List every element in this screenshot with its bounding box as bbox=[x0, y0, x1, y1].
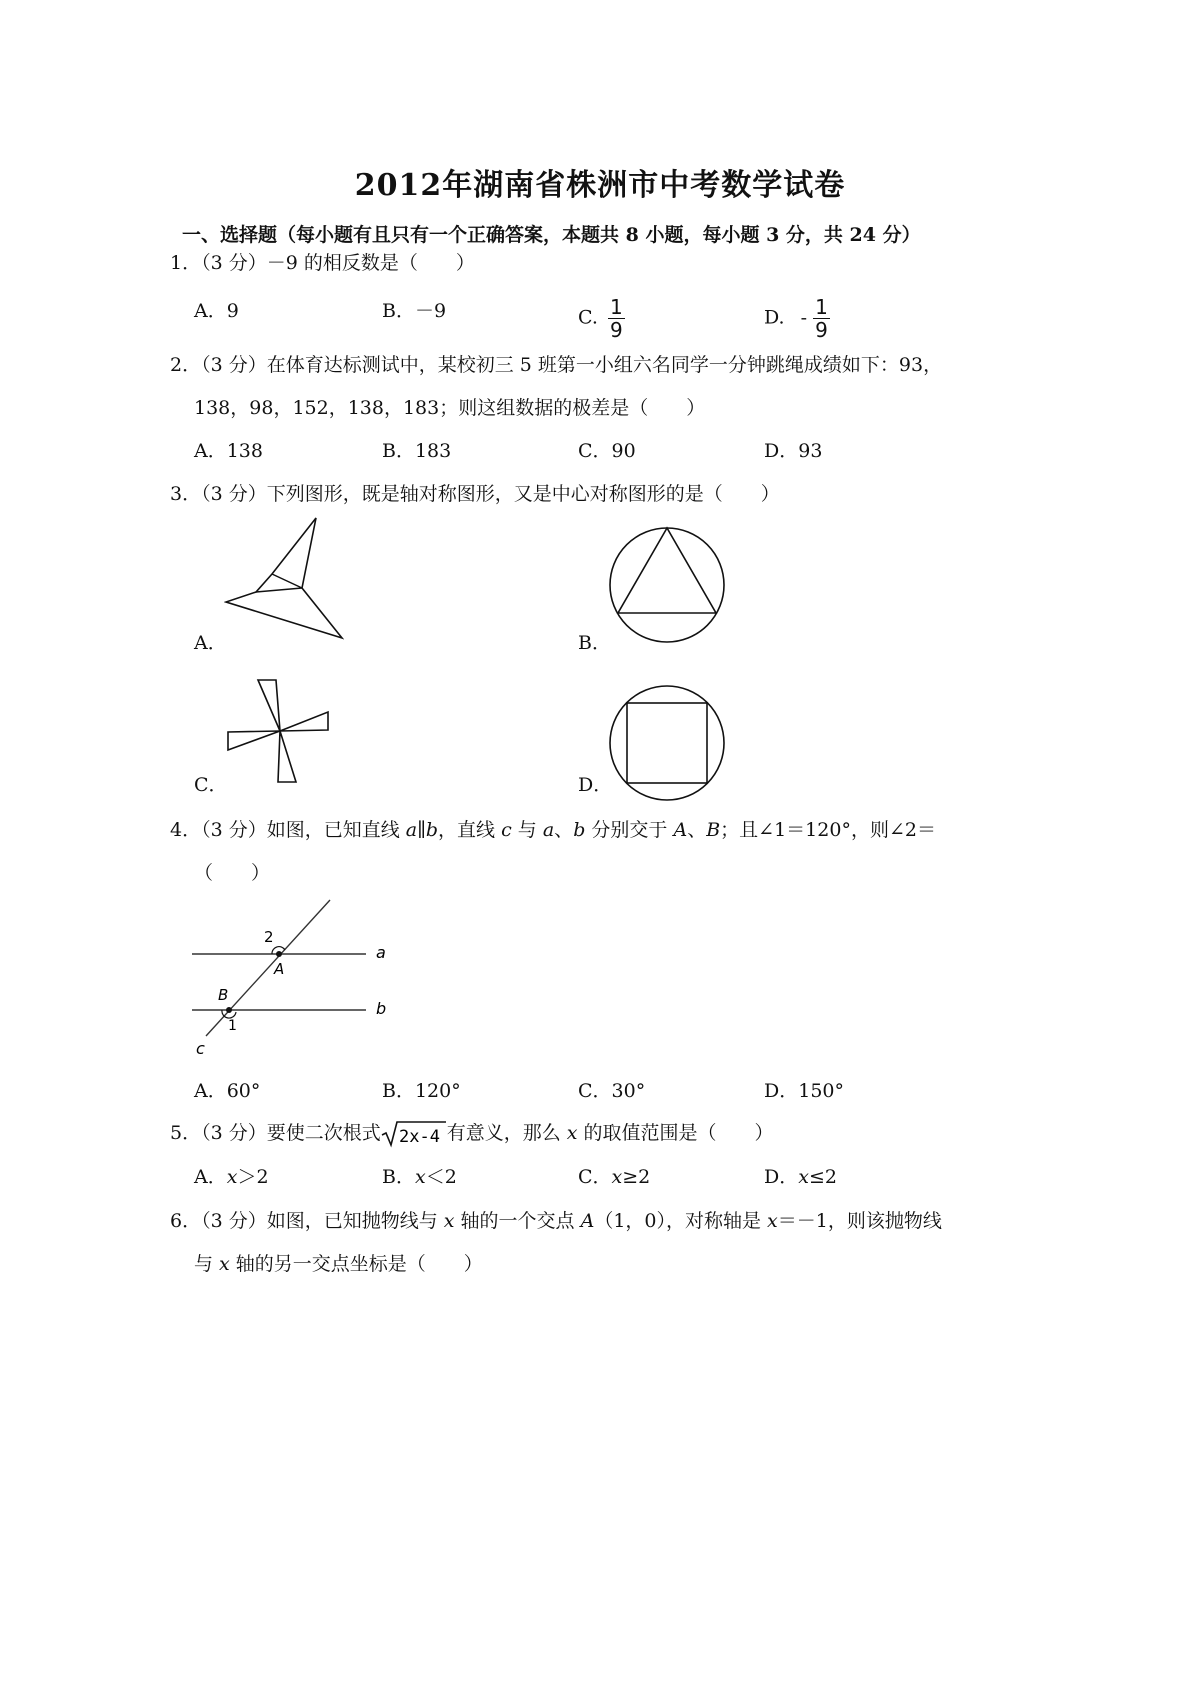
q4-option-c: C．30° bbox=[578, 1080, 646, 1102]
option-var: x bbox=[611, 1166, 623, 1188]
question-4-stem-line2: （ ） bbox=[194, 862, 271, 884]
q4-point-b: B bbox=[706, 819, 721, 841]
q6-var-x: x bbox=[443, 1210, 455, 1232]
q1-option-c bbox=[578, 296, 625, 341]
q5-option-a bbox=[194, 1162, 269, 1189]
q2-option-a: A．138 bbox=[194, 440, 263, 462]
page-title: 2012年湖南省株洲市中考数学试卷 bbox=[354, 168, 846, 203]
q3-option-b: B． bbox=[578, 632, 611, 654]
q1-option-b: B．－9 bbox=[382, 300, 447, 322]
q4-var-b: b bbox=[425, 819, 439, 841]
option-letter: C． bbox=[578, 1166, 612, 1188]
q1-option-c-letter: C. bbox=[578, 306, 598, 329]
q5-text: 的取值范围是（ ） bbox=[577, 1122, 774, 1144]
radical-sign-icon bbox=[381, 1120, 447, 1148]
q1-option-d-sign: - bbox=[800, 306, 808, 329]
fig-label-2: 2 bbox=[264, 928, 274, 946]
question-6-stem-line1 bbox=[170, 1206, 942, 1233]
q4-text: ，直线 bbox=[438, 819, 502, 841]
q3-option-d: D． bbox=[578, 774, 613, 796]
question-2-stem-line2: 138，98，152，138，183；则这组数据的极差是（ ） bbox=[194, 397, 706, 419]
figure-pinwheel bbox=[224, 678, 332, 784]
q6-var-x: x bbox=[767, 1210, 778, 1232]
q5-option-c bbox=[578, 1162, 650, 1189]
q6-var-x: x bbox=[219, 1253, 230, 1275]
fraction-numerator: 1 bbox=[609, 295, 623, 319]
fraction-numerator: 1 bbox=[815, 295, 828, 319]
q2-option-d: D．93 bbox=[764, 440, 823, 462]
option-var: x bbox=[798, 1166, 809, 1188]
fraction-denominator: 9 bbox=[609, 318, 623, 342]
fig-label-B: B bbox=[218, 986, 229, 1004]
q4-text: 与 bbox=[511, 819, 543, 841]
question-5-stem bbox=[170, 1118, 774, 1148]
fig-label-1: 1 bbox=[228, 1018, 237, 1034]
q5-text: 有意义，那么 bbox=[446, 1122, 567, 1144]
q5-option-d bbox=[764, 1162, 837, 1189]
section-heading: 一、选择题（每小题有且只有一个正确答案，本题共 8 小题，每小题 3 分，共 24 分） bbox=[182, 224, 921, 246]
fig-label-a: a bbox=[376, 943, 386, 962]
q6-text: 轴的另一交点坐标是（ ） bbox=[229, 1253, 483, 1275]
fraction-denominator: 9 bbox=[815, 318, 828, 342]
q4-point-a: A bbox=[673, 819, 688, 841]
q6-text: ＝－1，则该抛物线 bbox=[777, 1210, 942, 1232]
q1-option-d-fraction bbox=[813, 296, 830, 341]
fig-label-A: A bbox=[274, 960, 285, 978]
q6-point-a: A bbox=[580, 1210, 595, 1232]
question-3-stem: 3．（3 分）下列图形，既是轴对称图形，又是中心对称图形的是（ ） bbox=[170, 483, 780, 505]
fig-label-c: c bbox=[196, 1039, 205, 1058]
q1-option-d-letter: D. bbox=[764, 306, 785, 329]
q6-text: 6．（3 分）如图，已知抛物线与 bbox=[170, 1210, 444, 1232]
figure-square-in-circle bbox=[606, 682, 728, 804]
q4-text: ；且∠1＝120°，则∠2＝ bbox=[720, 819, 936, 841]
q4-parallel-sign: ∥ bbox=[417, 819, 426, 841]
q2-option-b: B．183 bbox=[382, 440, 452, 462]
q4-option-a: A．60° bbox=[194, 1080, 261, 1102]
figure-triangle-in-circle bbox=[606, 524, 728, 646]
q4-text: 、 bbox=[554, 819, 574, 841]
q4-option-b: B．120° bbox=[382, 1080, 461, 1102]
question-6-stem-line2 bbox=[194, 1249, 483, 1276]
q3-option-a: A． bbox=[194, 632, 227, 654]
figure-parallel-lines bbox=[188, 896, 400, 1060]
option-value: ≥2 bbox=[622, 1166, 651, 1188]
q6-text: 与 bbox=[194, 1253, 220, 1275]
option-letter: A． bbox=[194, 1166, 227, 1188]
q4-var-b: b bbox=[573, 819, 586, 841]
question-1-stem: 1．（3 分）－9 的相反数是（ ） bbox=[170, 252, 475, 274]
q1-option-a: A．9 bbox=[194, 300, 239, 322]
q4-text: 、 bbox=[687, 819, 707, 841]
q4-option-d: D．150° bbox=[764, 1080, 844, 1102]
q2-option-c: C．90 bbox=[578, 440, 636, 462]
q5-text: 5．（3 分）要使二次根式 bbox=[170, 1122, 381, 1144]
option-letter: B． bbox=[382, 1166, 415, 1188]
option-value: ＜2 bbox=[425, 1166, 457, 1188]
q4-var-a: a bbox=[405, 819, 418, 841]
q5-option-b bbox=[382, 1162, 457, 1189]
option-var: x bbox=[226, 1166, 238, 1188]
q1-option-c-fraction bbox=[608, 296, 625, 341]
q6-text: （1，0），对称轴是 bbox=[594, 1210, 768, 1232]
q6-text: 轴的一个交点 bbox=[454, 1210, 581, 1232]
question-2-stem-line1: 2．（3 分）在体育达标测试中，某校初三 5 班第一小组六名同学一分钟跳绳成绩如下：93， bbox=[170, 354, 943, 376]
question-4-stem-line1 bbox=[170, 815, 936, 842]
q5-radical bbox=[381, 1120, 447, 1148]
q4-text: 分别交于 bbox=[585, 819, 674, 841]
option-value: ＞2 bbox=[237, 1166, 269, 1188]
option-var: x bbox=[414, 1166, 426, 1188]
q5-radicand: 2x-4 bbox=[398, 1127, 440, 1147]
q4-var-c: c bbox=[501, 819, 512, 841]
option-value: ≤2 bbox=[808, 1166, 837, 1188]
option-letter: D． bbox=[764, 1166, 799, 1188]
q4-var-a: a bbox=[542, 819, 555, 841]
q3-option-c: C． bbox=[194, 774, 228, 796]
q1-option-d bbox=[764, 296, 830, 341]
q4-text: 4．（3 分）如图，已知直线 bbox=[170, 819, 406, 841]
fig-label-b: b bbox=[376, 999, 387, 1018]
figure-three-pointed-star bbox=[224, 516, 348, 642]
q5-var-x: x bbox=[566, 1122, 578, 1144]
